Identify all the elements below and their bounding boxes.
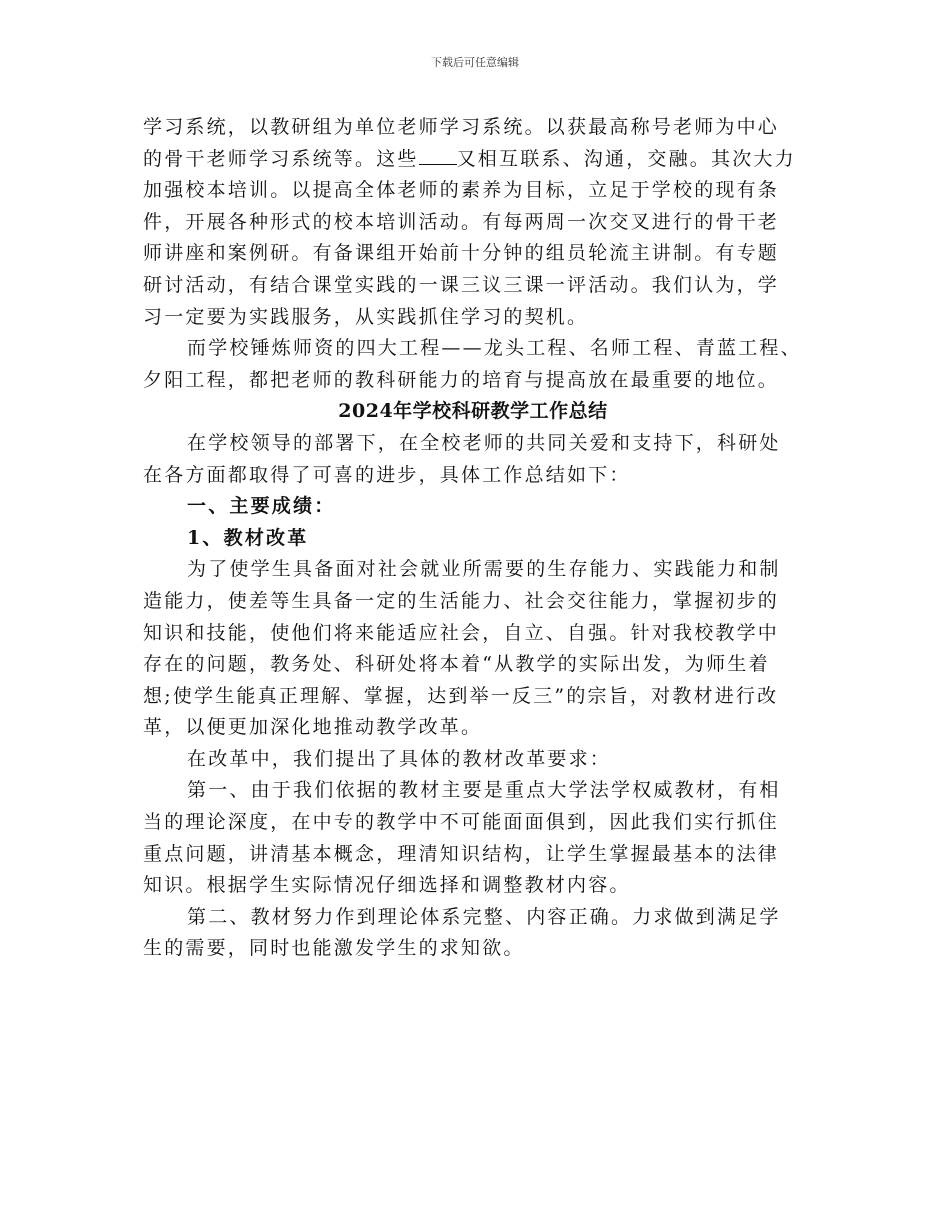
text-line: 师讲座和案例研。有备课组开始前十分钟的组员轮流主讲制。有专题 bbox=[143, 242, 780, 265]
document-title: 2024年学校科研教学工作总结 bbox=[338, 400, 608, 423]
text-line: 当的理论深度，在中专的教学中不可能面面俱到，因此我们实行抓住 bbox=[143, 811, 780, 834]
text-line: 想;使学生能真正理解、掌握，达到举一反三”的宗旨，对教材进行改 bbox=[143, 684, 779, 707]
text-segment: 的骨干老师学习系统等。这些 bbox=[143, 147, 419, 170]
text-line: 而学校锤炼师资的四大工程——龙头工程、名师工程、青蓝工程、 bbox=[187, 337, 802, 360]
text-line: 第二、教材努力作到理论体系完整、内容正确。力求做到满足学 bbox=[187, 905, 781, 928]
text-line: 夕阳工程，都把老师的教科研能力的培育与提高放在最重要的地位。 bbox=[143, 368, 780, 391]
text-line: 革，以便更加深化地推动教学改革。 bbox=[143, 716, 483, 739]
text-line: 第一、由于我们依据的教材主要是重点大学法学权威教材，有相 bbox=[187, 779, 781, 802]
text-line: 为了使学生具备面对社会就业所需要的生存能力、实践能力和制 bbox=[187, 558, 781, 581]
subsection-heading: 1、教材改革 bbox=[187, 526, 309, 549]
text-line: 学习系统，以教研组为单位老师学习系统。以获最高称号老师为中心 bbox=[143, 116, 780, 138]
text-line: 知识和技能，使他们将来能适应社会，自立、自强。针对我校教学中 bbox=[143, 621, 780, 644]
text-line: 加强校本培训。以提高全体老师的素养为目标，立足于学校的现有条 bbox=[143, 179, 780, 202]
section-heading: 一、主要成绩： bbox=[187, 495, 336, 518]
text-line: 在改革中，我们提出了具体的教材改革要求： bbox=[187, 747, 612, 770]
text-line: 在各方面都取得了可喜的进步，具体工作总结如下： bbox=[143, 463, 631, 486]
document-body bbox=[143, 112, 843, 965]
text-segment: 又相互联系、沟通，交融。其次大力 bbox=[456, 147, 796, 170]
text-line: 习一定要为实践服务，从实践抓住学习的契机。 bbox=[143, 305, 589, 328]
text-line: 存在的问题，教务处、科研处将本着“从教学的实际出发，为师生着 bbox=[143, 653, 770, 676]
page-header-note: 下载后可任意编辑 bbox=[431, 56, 519, 69]
text-line: 在学校领导的部署下，在全校老师的共同关爱和支持下，科研处 bbox=[187, 431, 781, 454]
text-line: 知识。根据学生实际情况仔细选择和调整教材内容。 bbox=[143, 874, 631, 897]
text-line: 重点问题，讲清基本概念，理清知识结构，让学生掌握最基本的法律 bbox=[143, 842, 780, 865]
text-line bbox=[143, 144, 843, 176]
text-line: 生的需要，同时也能激发学生的求知欲。 bbox=[143, 937, 525, 960]
text-line: 件，开展各种形式的校本培训活动。有每两周一次交叉进行的骨干老 bbox=[143, 210, 780, 233]
text-line: 造能力，使差等生具备一定的生活能力、社会交往能力，掌握初步的 bbox=[143, 589, 780, 612]
text-line: 研讨活动，有结合课堂实践的一课三议三课一评活动。我们认为，学 bbox=[143, 273, 780, 296]
fill-blank bbox=[419, 146, 457, 165]
